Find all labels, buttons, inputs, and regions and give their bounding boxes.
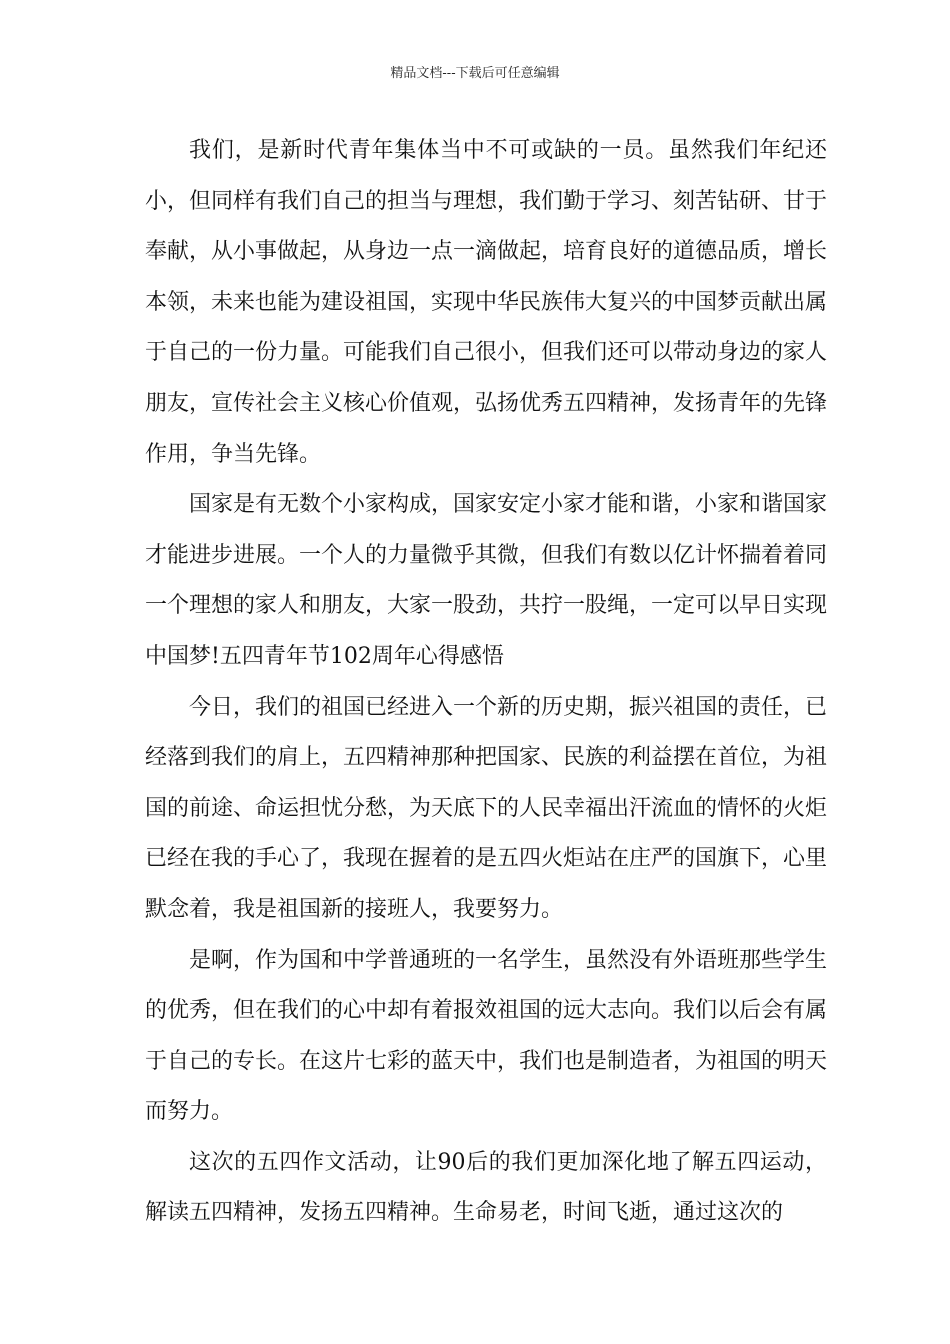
document-body <box>145 126 827 1239</box>
paragraph-2: 国家是有无数个小家构成，国家安定小家才能和谐，小家和谐国家才能进步进展。一个人的力量微乎其微，但我们有数以亿计怀揣着着同一个理想的家人和朋友，大家一股劲，共拧一股绳，一定可以早日实现中国梦!五四青年节102周年心得感悟 <box>145 492 828 669</box>
page-header: 精品文档---下载后可任意编辑 <box>390 66 560 81</box>
paragraph-3: 今日，我们的祖国已经进入一个新的历史期，振兴祖国的责任，已经落到我们的肩上，五四精神那种把国家、民族的利益摆在首位，为祖国的前途、命运担忧分愁，为天底下的人民幸福出汗流血的情怀的火炬已经在我的手心了，我现在握着的是五四火炬站在庄严的国旗下，心里默念着，我是祖国新的接班人，我要努力。 <box>145 694 828 922</box>
paragraph-1: 我们，是新时代青年集体当中不可或缺的一员。虽然我们年纪还小，但同样有我们自己的担当与理想，我们勤于学习、刻苦钻研、甘于奉献，从小事做起，从身边一点一滴做起，培育良好的道德品质，增长本领，未来也能为建设祖国，实现中华民族伟大复兴的中国梦贡献出属于自己的一份力量。可能我们自己很小，但我们还可以带动身边的家人朋友，宣传社会主义核心价值观，弘扬优秀五四精神，发扬青年的先锋作用，争当先锋。 <box>145 138 828 467</box>
paragraph-5: 这次的五四作文活动，让90后的我们更加深化地了解五四运动，解读五四精神，发扬五四精神。生命易老，时间飞逝，通过这次的 <box>145 1149 827 1226</box>
paragraph-4: 是啊，作为国和中学普通班的一名学生，虽然没有外语班那些学生的优秀，但在我们的心中却有着报效祖国的远大志向。我们以后会有属于自己的专长。在这片七彩的蓝天中，我们也是制造者，为祖国的明天而努力。 <box>145 947 828 1125</box>
